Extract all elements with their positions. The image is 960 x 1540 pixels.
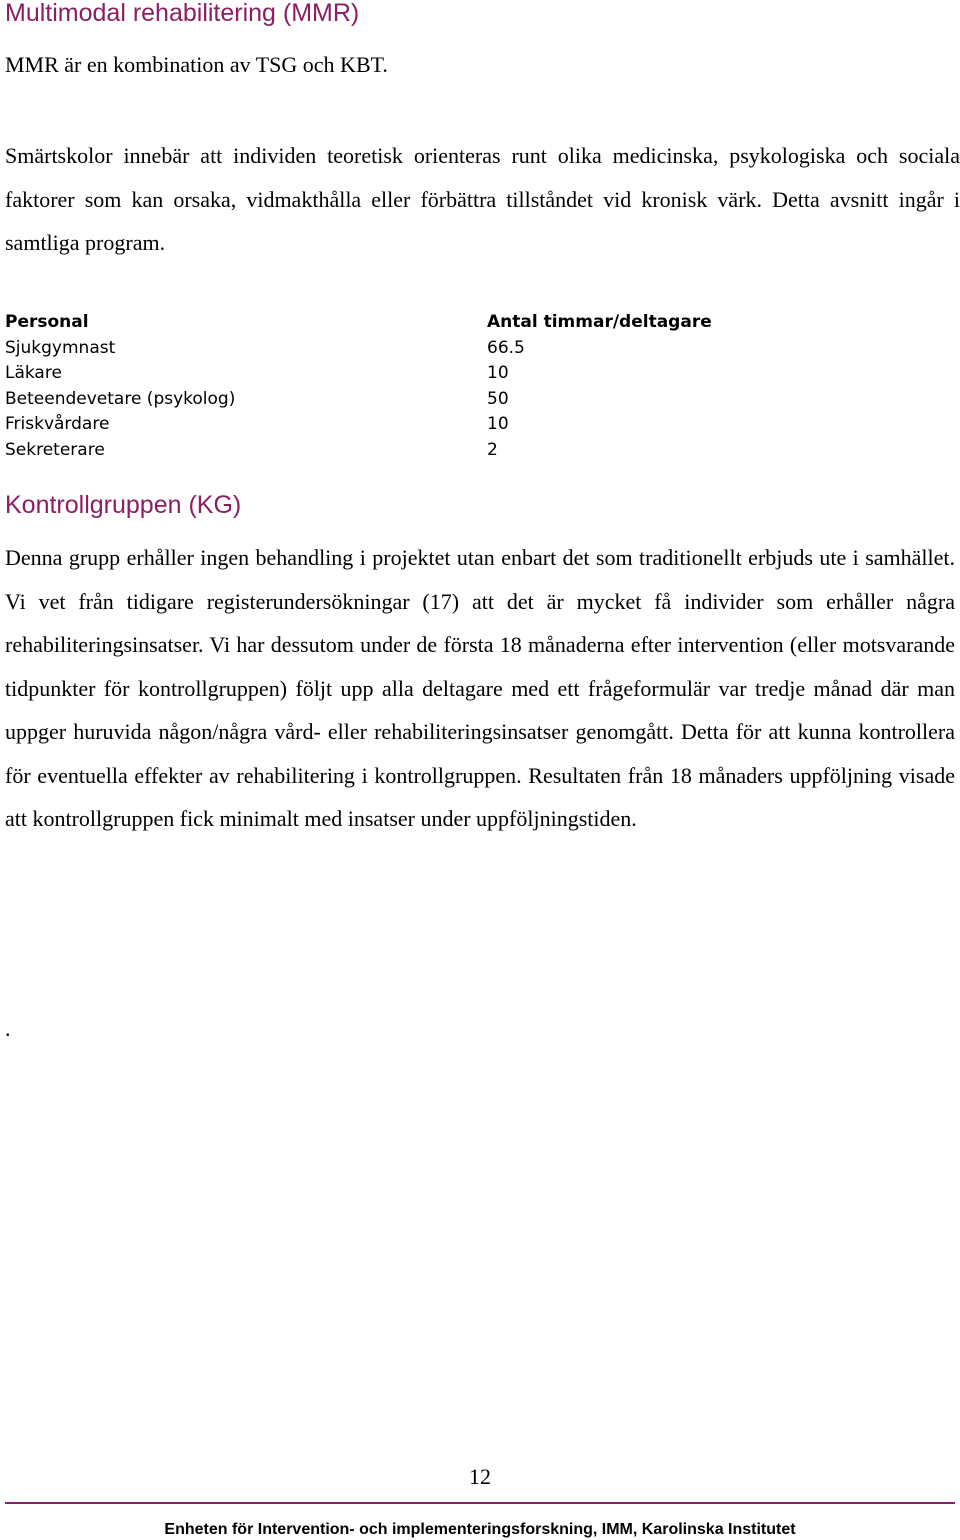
table-row	[5, 412, 725, 438]
staff-hours: 66.5	[487, 337, 525, 358]
mmr-body-paragraph: Smärtskolor innebär att individen teoretisk orienteras runt olika medicinska, psykologiska och sociala faktorer som kan orsaka, vidmakthålla eller förbättra tillståndet vid kronisk värk. Detta avsnitt ingår i samtliga program.	[5, 143, 960, 255]
staff-hours: 10	[487, 363, 509, 383]
table-row	[5, 438, 725, 464]
mmr-intro-paragraph: MMR är en kombination av TSG och KBT.	[5, 52, 388, 77]
staff-hours: 10	[487, 414, 509, 434]
table-header-row	[5, 310, 725, 336]
column-header-hours: Antal timmar/deltagare	[487, 312, 712, 332]
table-row	[5, 387, 725, 413]
staff-role: Beteendevetare (psykolog)	[5, 388, 236, 409]
trailing-period: .	[5, 1016, 11, 1041]
staff-role: Läkare	[5, 363, 62, 383]
staff-hours: 50	[487, 388, 509, 409]
staff-role: Friskvårdare	[5, 414, 110, 434]
staff-hours-table	[5, 310, 725, 463]
page-number: 12	[469, 1464, 491, 1489]
section-heading-mmr: Multimodal rehabilitering (MMR)	[5, 0, 360, 27]
column-header-personal: Personal	[5, 312, 89, 332]
footer-divider	[5, 1502, 955, 1504]
section-heading-kg: Kontrollgruppen (KG)	[5, 491, 242, 519]
table-row	[5, 336, 725, 362]
footer-institution: Enheten för Intervention- och implementeringsforskning, IMM, Karolinska Institutet	[164, 1521, 796, 1538]
staff-role: Sjukgymnast	[5, 337, 116, 358]
table-row	[5, 361, 725, 387]
staff-hours: 2	[487, 439, 498, 460]
kg-body-paragraph: Denna grupp erhåller ingen behandling i projektet utan enbart det som traditionellt erbjuds ute i samhället. Vi vet från tidigare registerundersökningar (17) att det är mycket få individer som erhåller några rehabiliteringsinsatser. Vi har dessutom under de första 18 månaderna efter intervention (eller motsvarande tidpunkter för kontrollgruppen) följt upp alla deltagare med ett frågeformulär var tredje månad där man uppger huruvida någon/några vård- eller rehabiliteringsinsatser genomgått. Detta för att kunna kontrollera för eventuella effekter av rehabilitering i kontrollgruppen. Resultaten från 18 månaders uppföljning visade att kontrollgruppen fick minimalt med insatser under uppföljningstiden.	[5, 545, 955, 831]
staff-role: Sekreterare	[5, 439, 105, 460]
